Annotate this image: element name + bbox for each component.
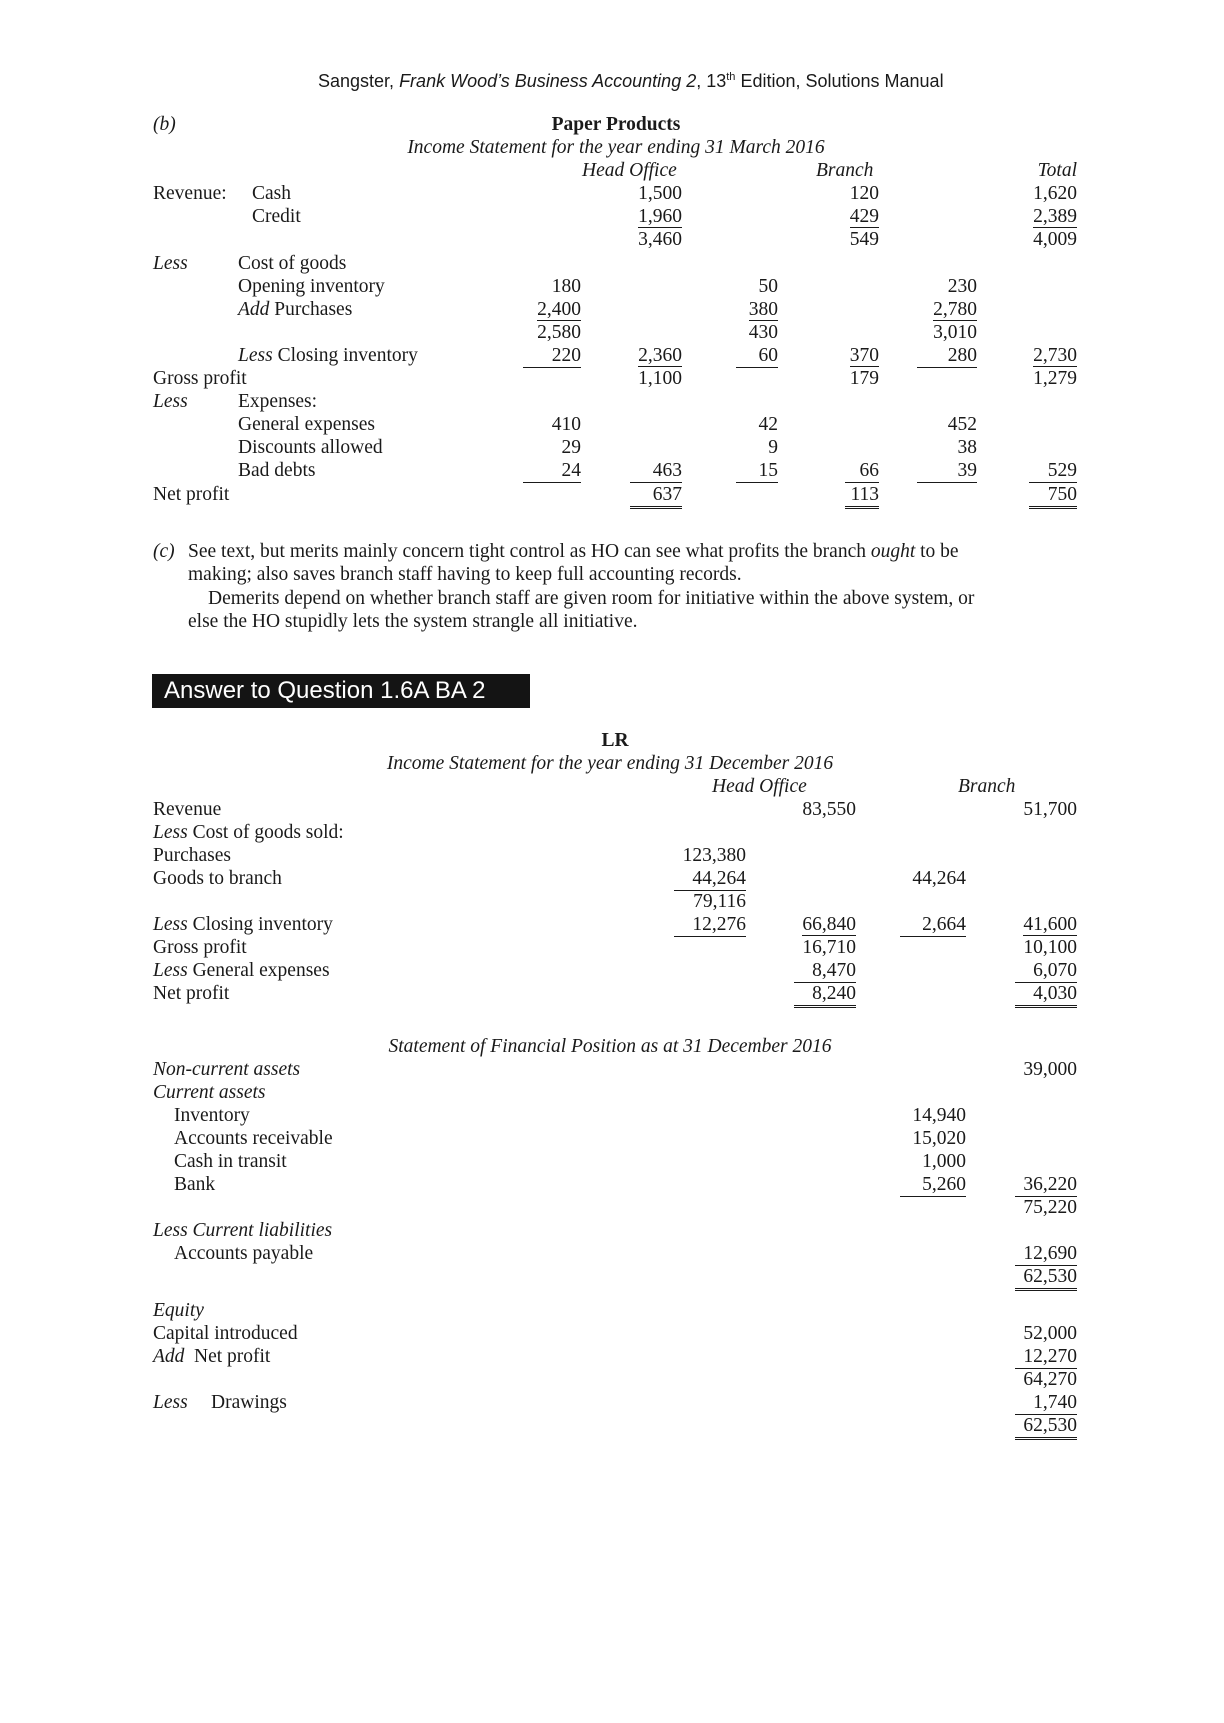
- goods-available-branch: 430: [748, 322, 778, 343]
- bad-debts-branch: 15: [736, 460, 778, 483]
- net-profit-ho: 637: [630, 484, 682, 509]
- lr-purchases-ho: 123,380: [682, 845, 746, 866]
- closing-inventory-total: 280: [917, 345, 977, 368]
- bad-debts-label: Bad debts: [238, 460, 316, 481]
- lr-net-profit-label: Net profit: [153, 983, 230, 1004]
- net-profit-total: 750: [1029, 484, 1077, 509]
- lr-closing-inventory-label: [153, 914, 333, 936]
- lr-less-word-2: Less: [153, 914, 188, 935]
- lr-goods-to-branch-br: 44,264: [912, 868, 966, 889]
- capital-label: Capital introduced: [153, 1323, 298, 1344]
- company-name: Paper Products: [551, 114, 681, 135]
- non-current-assets-label: Non-current assets: [153, 1059, 301, 1080]
- lr-gross-profit-label: Gross profit: [153, 937, 247, 958]
- current-assets-total: 36,220: [1015, 1174, 1077, 1197]
- purchases-label: [238, 299, 352, 321]
- receivable-label: Accounts receivable: [174, 1128, 333, 1149]
- lr-gross-profit-br: 10,100: [1023, 937, 1077, 958]
- lr-cogs-text: Cost of goods sold:: [187, 822, 344, 843]
- bad-debts-ho: 24: [523, 460, 581, 483]
- cost-of-sales-total: 2,730: [1033, 345, 1077, 366]
- closing-inventory-text: Closing inventory: [272, 345, 418, 366]
- inventory-value: 14,940: [912, 1105, 966, 1126]
- capital-value: 52,000: [1023, 1323, 1077, 1344]
- expenses-label: Expenses:: [238, 391, 318, 412]
- net-profit-label: Net profit: [153, 484, 230, 505]
- cash-in-transit-label: Cash in transit: [174, 1151, 287, 1172]
- purchases-total: 2,780: [933, 299, 977, 320]
- bank-label: Bank: [174, 1174, 216, 1195]
- lr-col-head-office: Head Office: [712, 776, 807, 797]
- lr-general-expenses-label: [153, 960, 330, 982]
- less-expenses-label: Less: [153, 391, 188, 412]
- drawings-label: Drawings: [211, 1392, 287, 1413]
- lr-general-expenses-text: General expenses: [187, 960, 330, 981]
- lr-goods-to-branch-ho: 44,264: [674, 868, 746, 891]
- revenue-branch: 549: [849, 229, 879, 250]
- lr-subtotal-ho: 79,116: [693, 891, 746, 912]
- gross-profit-label: Gross profit: [153, 368, 247, 389]
- cost-of-sales-branch: 370: [849, 345, 879, 366]
- closing-equity: 62,530: [1015, 1415, 1077, 1440]
- purchases-text: Purchases: [269, 299, 353, 320]
- header-author: Sangster,: [318, 71, 400, 91]
- col-head-office: Head Office: [582, 160, 677, 181]
- lr-purchases-label: Purchases: [153, 845, 231, 866]
- opening-inventory-total: 230: [947, 276, 977, 297]
- lr-net-profit-ho: 8,240: [794, 983, 856, 1008]
- discounts-ho: 29: [561, 437, 581, 458]
- equity-subtotal: 64,270: [1023, 1369, 1077, 1390]
- general-expenses-branch: 42: [758, 414, 778, 435]
- lr-general-expenses-ho: 8,470: [794, 960, 856, 983]
- general-expenses-label: General expenses: [238, 414, 375, 435]
- general-expenses-total: 452: [947, 414, 977, 435]
- payable-label: Accounts payable: [174, 1243, 314, 1264]
- sofp-title: Statement of Financial Position as at 31 December 2016: [388, 1036, 832, 1057]
- header-edition-suffix: th: [726, 71, 736, 83]
- cash-ho: 1,500: [638, 183, 682, 204]
- gross-profit-branch: 179: [849, 368, 879, 389]
- equity-less-word: Less: [153, 1392, 188, 1413]
- non-current-assets-value: 39,000: [1023, 1059, 1077, 1080]
- lr-revenue-label: Revenue: [153, 799, 222, 820]
- credit-label: Credit: [252, 206, 301, 227]
- part-c-label: (c): [153, 541, 175, 562]
- answer-banner: Answer to Question 1.6A BA 2: [152, 674, 530, 708]
- expenses-total-branch: 66: [845, 460, 879, 483]
- inventory-label: Inventory: [174, 1105, 250, 1126]
- header-edition-text: Edition, Solutions Manual: [735, 71, 944, 91]
- part-c-line-1b: to be: [915, 541, 959, 562]
- lr-cogs-br: 41,600: [1023, 914, 1077, 935]
- general-expenses-ho: 410: [551, 414, 581, 435]
- header-book-title: Frank Wood’s Business Accounting 2: [399, 71, 697, 91]
- current-liabilities-label: Less Current liabilities: [153, 1220, 333, 1241]
- discounts-total: 38: [957, 437, 977, 458]
- revenue-ho: 3,460: [638, 229, 682, 250]
- cost-of-sales-ho: 2,360: [638, 345, 682, 366]
- lr-less-word: Less: [153, 822, 188, 843]
- opening-inventory-branch: 50: [758, 276, 778, 297]
- goods-available-ho: 2,580: [537, 322, 581, 343]
- lr-closing-inventory-text: Closing inventory: [187, 914, 333, 935]
- discounts-branch: 9: [768, 437, 778, 458]
- lr-revenue-branch: 51,700: [1023, 799, 1077, 820]
- cash-in-transit-value: 1,000: [922, 1151, 966, 1172]
- gross-profit-total: 1,279: [1033, 368, 1077, 389]
- part-c-line-1: [188, 541, 1076, 563]
- col-branch: Branch: [816, 160, 874, 181]
- drawings-value: 1,740: [1015, 1392, 1077, 1415]
- less-word: Less: [238, 345, 273, 366]
- bad-debts-total: 39: [917, 460, 977, 483]
- lr-statement-title: Income Statement for the year ending 31 December 2016: [386, 753, 834, 774]
- equity-net-profit-label: Net profit: [194, 1346, 271, 1367]
- revenue-label: Revenue:: [153, 183, 227, 204]
- expenses-total-ho: 463: [630, 460, 682, 483]
- payable-value: 12,690: [1015, 1243, 1077, 1266]
- discounts-label: Discounts allowed: [238, 437, 383, 458]
- page-header: [318, 66, 944, 92]
- total-assets: 75,220: [1023, 1197, 1077, 1218]
- opening-inventory-label: Opening inventory: [238, 276, 385, 297]
- part-c-line-1a: See text, but merits mainly concern tight control as HO can see what profits the branch: [188, 541, 871, 562]
- lr-company-name: LR: [601, 730, 629, 751]
- credit-total: 2,389: [1033, 206, 1077, 227]
- credit-ho: 1,960: [638, 206, 682, 227]
- net-assets: 62,530: [1015, 1266, 1077, 1291]
- cost-of-goods-label: Cost of goods: [238, 253, 347, 274]
- part-b-label: (b): [153, 114, 176, 135]
- lr-cogs-label: [153, 822, 344, 844]
- lr-goods-to-branch-label: Goods to branch: [153, 868, 282, 889]
- closing-inventory-label: [238, 345, 418, 367]
- closing-inventory-ho: 220: [523, 345, 581, 368]
- statement-title: Income Statement for the year ending 31 March 2016: [407, 137, 825, 158]
- less-label: Less: [153, 253, 188, 274]
- current-assets-label: Current assets: [153, 1082, 266, 1103]
- purchases-ho: 2,400: [537, 299, 581, 320]
- lr-revenue-ho: 83,550: [802, 799, 856, 820]
- credit-branch: 429: [849, 206, 879, 227]
- lr-general-expenses-br: 6,070: [1015, 960, 1077, 983]
- gross-profit-ho: 1,100: [638, 368, 682, 389]
- purchases-branch: 380: [748, 299, 778, 320]
- header-edition-number: , 13: [696, 71, 727, 91]
- cash-label: Cash: [252, 183, 291, 204]
- part-c-line-2: making; also saves branch staff having to keep full accounting records.: [188, 564, 742, 585]
- part-c-line-3: Demerits depend on whether branch staff are given room for initiative within the above system, or: [208, 588, 975, 609]
- lr-closing-inventory-ho: 12,276: [674, 914, 746, 937]
- lr-cogs-ho: 66,840: [802, 914, 856, 935]
- col-total: Total: [1037, 160, 1077, 181]
- equity-add-word: Add: [153, 1346, 185, 1367]
- lr-less-word-3: Less: [153, 960, 188, 981]
- equity-net-profit-value: 12,270: [1015, 1346, 1077, 1369]
- cash-total: 1,620: [1033, 183, 1077, 204]
- add-word: Add: [238, 299, 270, 320]
- closing-inventory-branch: 60: [736, 345, 778, 368]
- equity-label: Equity: [153, 1300, 204, 1321]
- goods-available-total: 3,010: [933, 322, 977, 343]
- lr-net-profit-br: 4,030: [1015, 983, 1077, 1008]
- cash-branch: 120: [849, 183, 879, 204]
- lr-closing-inventory-br: 2,664: [900, 914, 966, 937]
- expenses-total-total: 529: [1029, 460, 1077, 483]
- net-profit-branch: 113: [845, 484, 879, 509]
- lr-gross-profit-ho: 16,710: [802, 937, 856, 958]
- opening-inventory-ho: 180: [551, 276, 581, 297]
- revenue-total: 4,009: [1033, 229, 1077, 250]
- part-c-line-4: else the HO stupidly lets the system strangle all initiative.: [188, 611, 638, 632]
- part-c-emphasis: ought: [870, 541, 916, 562]
- lr-col-branch: Branch: [958, 776, 1016, 797]
- bank-value: 5,260: [900, 1174, 966, 1197]
- receivable-value: 15,020: [912, 1128, 966, 1149]
